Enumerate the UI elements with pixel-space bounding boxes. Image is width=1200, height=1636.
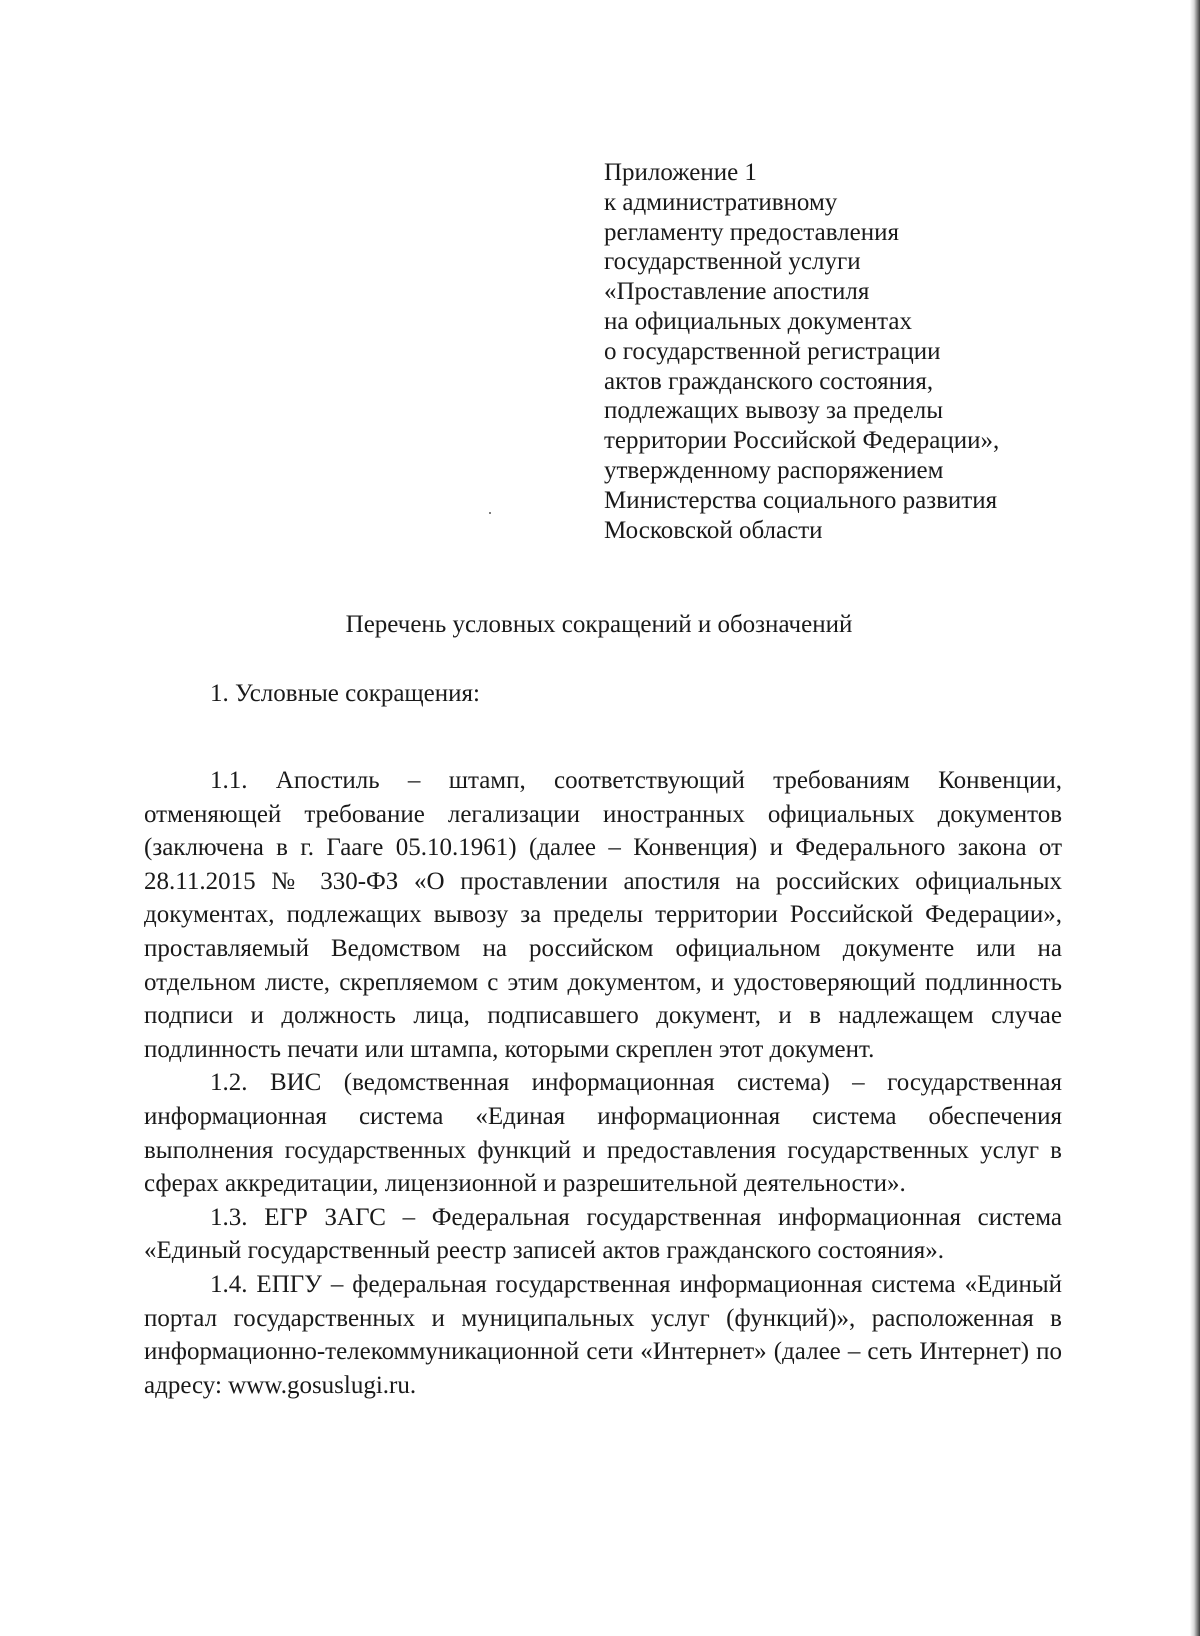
paragraph-item-1-1: 1.1. Апостиль – штамп, соответствующий требованиям Конвенции, отменяющей требование легализации иностранных официальных документов (заключена в г. Гааге 05.10.1961) (далее – Конвенция) и Федерального закона от 28.11.2015 № 330-ФЗ «О проставлении апостиля на российских официальных документах, подлежащих вывозу за пределы территории Российской Федерации», проставляемый Ведомством на российском официальном документе или на отдельном листе, скрепляемом с этим документом, и удостоверяющий подлинность подписи и должность лица, подписавшего документ, и в надлежащем случае подлинность печати или штампа, которыми скреплен этот документ. [144,767,1062,1063]
appendix-line: к административному [604,188,838,216]
document-title [0,610,1200,640]
appendix-line: на официальных документах [604,307,912,335]
appendix-header [604,158,1074,545]
section-heading: 1. Условные сокращения: [210,680,480,707]
appendix-line: актов гражданского состояния, [604,367,934,395]
appendix-line: регламенту предоставления [604,218,900,246]
appendix-line: государственной услуги [604,248,861,276]
paragraph-item-1-2: 1.2. ВИС (ведомственная информационная система) – государственная информационная система «Единая информационная система обеспечения выполнения государственных функций и предоставления государственных услуг в сферах аккредитации, лицензионной и разрешительной деятельности». [144,1069,1062,1198]
appendix-line: утвержденному распоряжением [604,456,944,484]
appendix-line: Московской области [604,516,823,544]
paragraph-item-1-4: 1.4. ЕПГУ – федеральная государственная информационная система «Единый портал государственных и муниципальных услуг (функций)», расположенная в информационно-телекоммуникационной сети «Интернет» (далее – сеть Интернет) по адресу: www.gosuslugi.ru. [144,1270,1062,1399]
scan-speck [489,512,491,514]
scan-edge-shadow [1190,0,1200,1636]
appendix-line: Министерства социального развития [604,486,998,514]
appendix-line: «Проставление апостиля [604,278,870,306]
appendix-line: Приложение 1 [604,159,757,186]
document-title-text: Перечень условных сокращений и обозначений [345,611,853,638]
paragraph-item-1-3: 1.3. ЕГР ЗАГС – Федеральная государственная информационная система «Единый государственный реестр записей актов гражданского состояния». [144,1203,1062,1265]
appendix-line: территории Российской Федерации», [604,427,1000,455]
appendix-line: подлежащих вывозу за пределы [604,397,943,425]
appendix-line: о государственной регистрации [604,337,941,365]
document-body [144,764,1062,1402]
